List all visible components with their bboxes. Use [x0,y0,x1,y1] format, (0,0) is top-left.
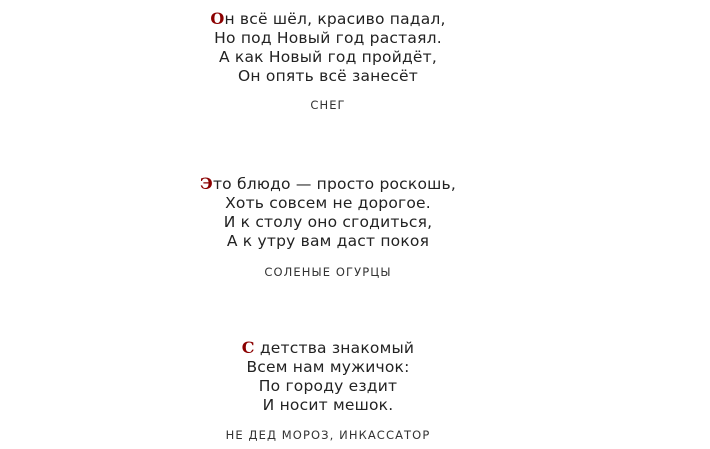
verse-line: Всем нам мужичок: [246,358,410,376]
drop-cap-letter: О [210,9,225,28]
verse-line: По городу ездит [258,377,398,395]
verse-line: И к столу оно сгодиться, [223,213,433,231]
drop-cap-letter: Э [200,174,213,193]
riddle-answer: СНЕГ [310,98,346,112]
verse-line-text: детства знакомый [254,339,415,357]
verse-line-text: то блюдо — просто роскошь, [212,175,456,193]
riddle-pickles [0,174,656,279]
verse-line [0,9,656,29]
verse-line: Хоть совсем не дорогое. [225,194,431,212]
verse-line: И носит мешок. [262,396,394,414]
riddle-cash-collector [0,338,656,442]
verse-line [0,174,656,194]
riddle-answer: СОЛЕНЫЕ ОГУРЦЫ [264,265,392,279]
verse-line-text: н всё шёл, красиво падал, [224,10,446,28]
riddle-snow [0,9,656,112]
riddle-verse [0,9,656,86]
verse-line: Но под Новый год растаял. [214,29,442,47]
drop-cap-letter: С [241,338,255,357]
riddle-answer: НЕ ДЕД МОРОЗ, ИНКАССАТОР [225,428,431,442]
verse-line [0,338,656,358]
riddle-verse [0,174,656,251]
verse-line: А как Новый год пройдёт, [218,48,437,66]
verse-line: Он опять всё занесёт [238,67,418,85]
riddle-verse [0,338,656,415]
verse-line: А к утру вам даст покоя [226,232,430,250]
